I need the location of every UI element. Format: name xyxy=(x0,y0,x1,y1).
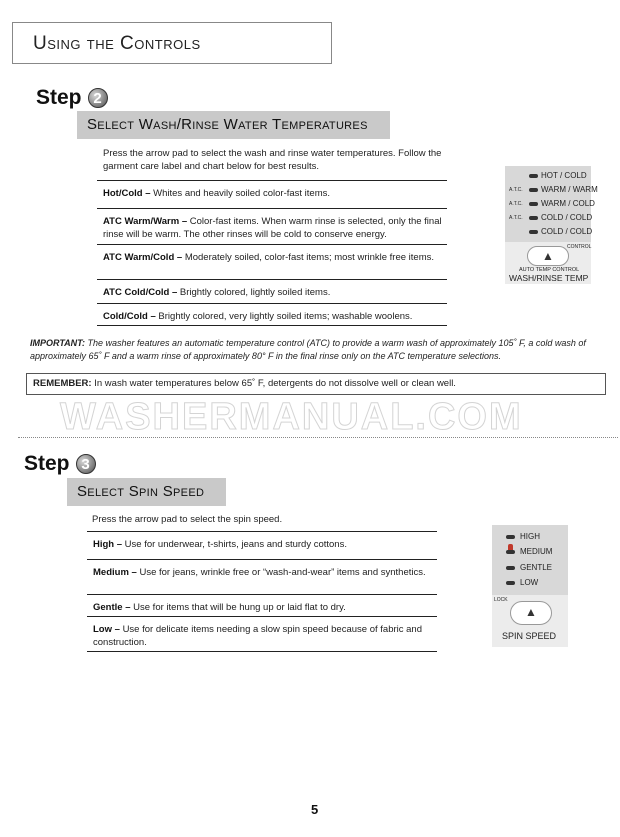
remember-label: REMEMBER: xyxy=(33,378,92,389)
arrow-up-icon: ▲ xyxy=(525,605,537,619)
list-item xyxy=(97,303,447,325)
description: Brightly colored, very lightly soiled items; washable woolens. xyxy=(158,311,413,322)
step-2-heading xyxy=(36,86,108,110)
term: Gentle – xyxy=(93,602,131,613)
auto-temp-label: AUTO TEMP CONTROL xyxy=(519,267,580,273)
description: Whites and heavily soiled color-fast items. xyxy=(153,188,331,199)
wash-temp-arrow-pad[interactable] xyxy=(527,246,569,266)
important-label: IMPORTANT: xyxy=(30,338,85,348)
list-item xyxy=(97,244,447,279)
step-label: Step xyxy=(24,452,70,475)
option-label: WARM / COLD xyxy=(541,199,595,208)
panel-caption: WASH/RINSE TEMP xyxy=(509,273,589,283)
lock-tag: LOCK xyxy=(494,597,508,603)
term: High – xyxy=(93,539,123,550)
indicator-led xyxy=(506,535,515,539)
indicator-led xyxy=(529,188,538,192)
list-end-rule xyxy=(97,325,447,326)
step-label: Step xyxy=(36,86,82,109)
spin-speed-intro: Press the arrow pad to select the spin speed. xyxy=(92,514,283,525)
term: ATC Warm/Warm – xyxy=(103,216,188,227)
important-note xyxy=(30,337,610,363)
wash-temp-list xyxy=(97,180,447,326)
spin-speed-banner: Select Spin Speed xyxy=(67,478,226,506)
step-3-heading xyxy=(24,452,96,476)
term: ATC Warm/Cold – xyxy=(103,252,183,263)
option-label: HIGH xyxy=(520,532,540,541)
list-item xyxy=(97,279,447,303)
control-tag: CONTROL xyxy=(567,244,592,250)
atc-tag: A.T.C. xyxy=(509,187,523,193)
indicator-led xyxy=(529,216,538,220)
list-item xyxy=(87,559,437,594)
atc-tag: A.T.C. xyxy=(509,201,523,207)
option-label: WARM / WARM xyxy=(541,185,598,194)
panel-caption: SPIN SPEED xyxy=(502,631,557,641)
step-number-badge: 3 xyxy=(76,454,96,474)
option-label: HOT / COLD xyxy=(541,171,587,180)
section-title: Using the Controls xyxy=(33,33,201,54)
wash-temp-intro: Press the arrow pad to select the wash and rinse water temperatures. Follow the garment care label and chart below for best results. xyxy=(103,148,442,172)
indicator-led xyxy=(506,566,515,570)
indicator-led xyxy=(529,202,538,206)
option-label: MEDIUM xyxy=(520,547,553,556)
list-item xyxy=(97,180,447,208)
option-label: GENTLE xyxy=(520,563,553,572)
arrow-up-icon: ▲ xyxy=(542,249,554,263)
option-label: COLD / COLD xyxy=(541,213,593,222)
step-number-badge: 2 xyxy=(88,88,108,108)
spin-speed-control-panel xyxy=(492,525,568,647)
control-area xyxy=(505,242,591,284)
term: Low – xyxy=(93,624,120,635)
remember-text: In wash water temperatures below 65˚ F, detergents do not dissolve well or clean well. xyxy=(94,378,456,389)
list-item xyxy=(87,616,437,651)
indicator-led xyxy=(529,230,538,234)
list-item xyxy=(87,531,437,559)
list-end-rule xyxy=(87,651,437,652)
description: Use for items that will be hung up or laid flat to dry. xyxy=(133,602,346,613)
indicator-led xyxy=(506,550,515,554)
section-header xyxy=(12,22,332,64)
important-text: The washer features an automatic temperature control (ATC) to provide a warm wash of approximately 105˚ F, a cold wash of approximately 65˚ F and a warm rinse of approximately 80° F in the final rinse only on the ATC temperature selections. xyxy=(30,338,586,361)
option-label: LOW xyxy=(520,578,539,587)
atc-tag: A.T.C. xyxy=(509,215,523,221)
description: Use for delicate items needing a slow spin speed because of fabric and construction. xyxy=(93,624,422,648)
remember-box xyxy=(26,373,606,395)
term: Medium – xyxy=(93,567,137,578)
description: Use for jeans, wrinkle free or “wash-and-wear” items and synthetics. xyxy=(139,567,426,578)
spin-speed-list xyxy=(87,531,437,652)
wash-temp-banner: Select Wash/Rinse Water Temperatures xyxy=(77,111,390,139)
term: ATC Cold/Cold – xyxy=(103,287,178,298)
wash-temp-control-panel xyxy=(505,166,598,284)
watermark: WASHERMANUAL.COM xyxy=(60,396,523,438)
list-item xyxy=(97,208,447,244)
term: Hot/Cold – xyxy=(103,188,151,199)
description: Color-fast items. When warm rinse is selected, only the final rinse will be warm. The other rinses will be cold to conserve energy. xyxy=(103,216,442,240)
term: Cold/Cold – xyxy=(103,311,156,322)
description: Brightly colored, lightly soiled items. xyxy=(179,287,331,298)
list-item xyxy=(87,594,437,616)
page-number: 5 xyxy=(311,802,319,817)
indicator-led xyxy=(506,581,515,585)
section-divider xyxy=(18,437,618,438)
description: Use for underwear, t-shirts, jeans and sturdy cottons. xyxy=(124,539,347,550)
control-area xyxy=(492,595,568,647)
indicator-led xyxy=(529,174,538,178)
description: Moderately soiled, color-fast items; most wrinkle free items. xyxy=(184,252,435,263)
spin-speed-arrow-pad[interactable] xyxy=(510,601,552,625)
option-label: COLD / COLD xyxy=(541,227,593,236)
